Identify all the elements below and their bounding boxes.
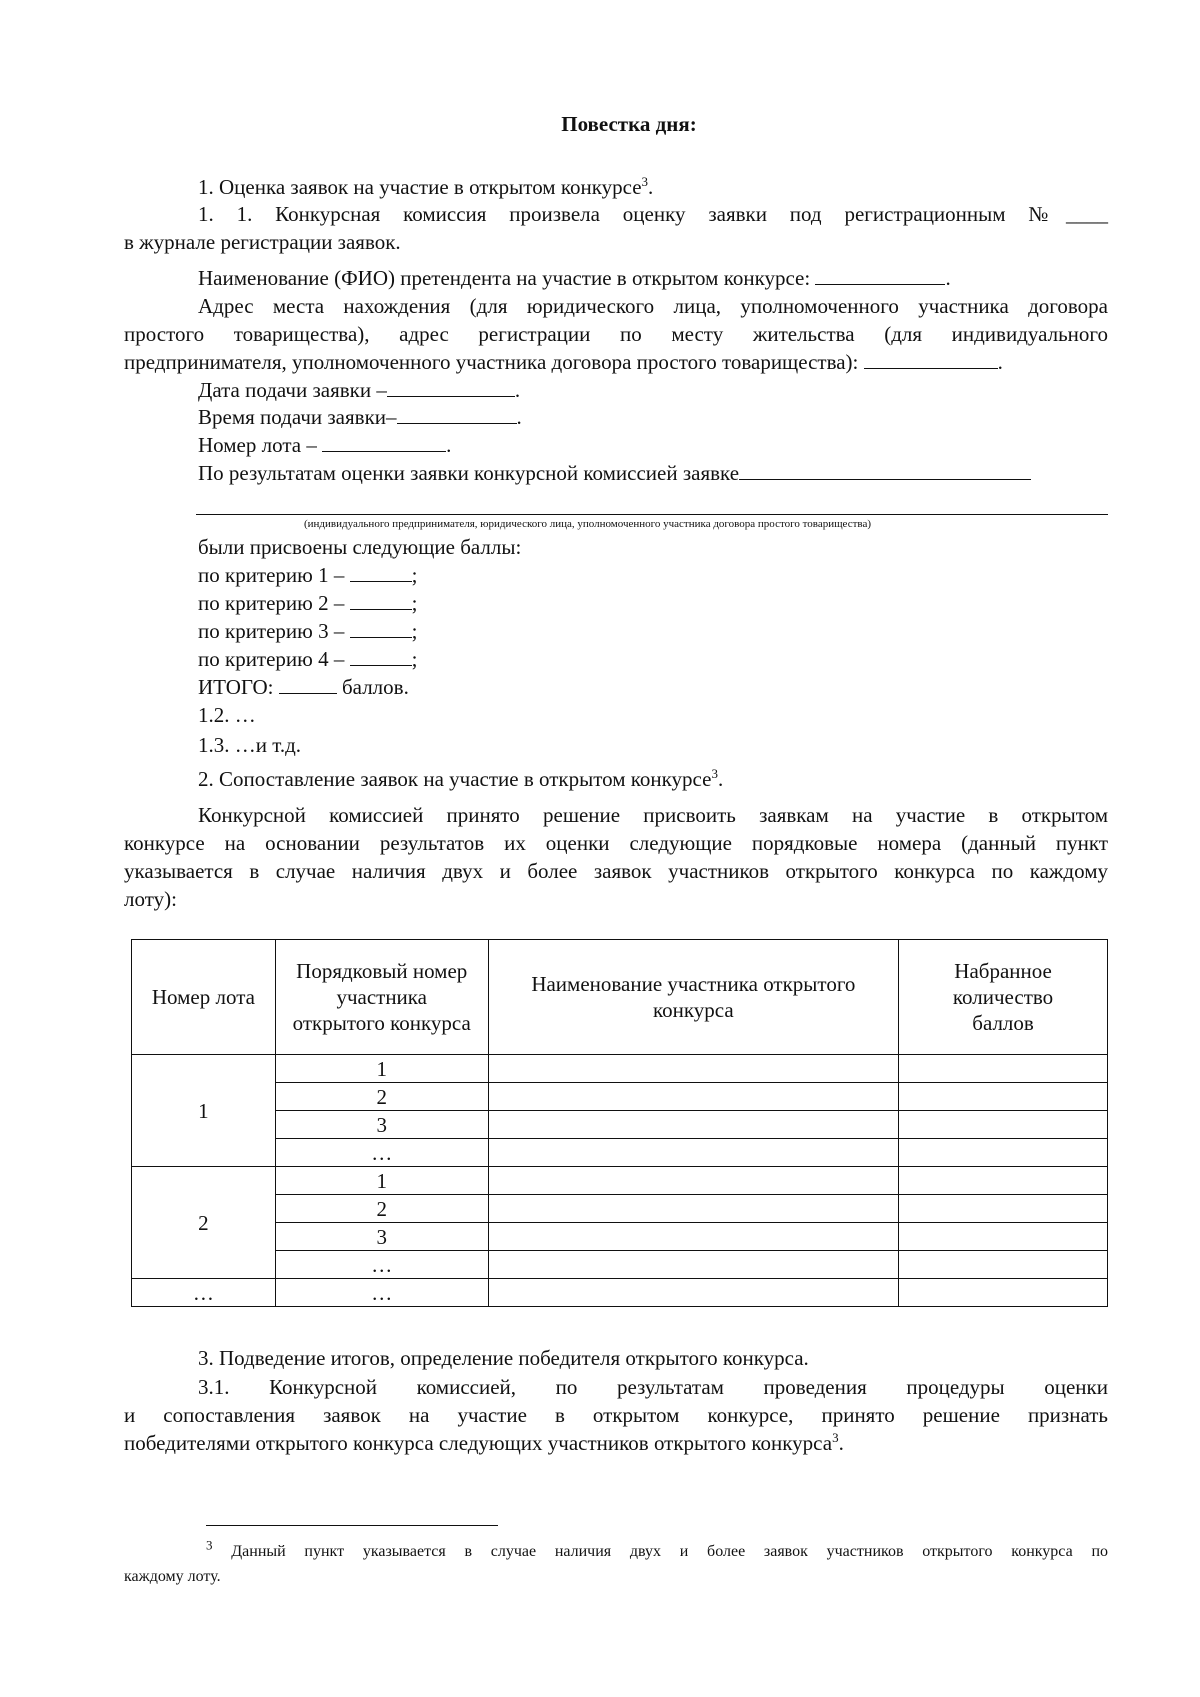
- address-blank: [864, 350, 998, 369]
- section-2-heading: 2. Сопоставление заявок на участие в открытом конкурсе$^3$.: [198, 766, 724, 791]
- header-score: Набранное количество баллов: [899, 940, 1108, 1055]
- section-2-para-line-4: лоту):: [124, 887, 177, 911]
- score-cell: [899, 1083, 1108, 1111]
- result-line: По результатам оценки заявки конкурсной комиссией заявке: [198, 460, 1031, 486]
- page-title: Повестка дня:: [561, 112, 697, 136]
- rank-cell: 2: [275, 1195, 488, 1223]
- score-cell: [899, 1111, 1108, 1139]
- rank-cell: …: [275, 1251, 488, 1279]
- footnote-ref: 3: [641, 174, 649, 189]
- lot-cell: 2: [132, 1167, 276, 1279]
- section-2-para-line-1: Конкурсной комиссией принято решение присвоить заявкам на участие в открытом: [198, 803, 1108, 827]
- footnote-line-1: $^3$ Данный пункт указывается в случае наличия двух и более заявок участников открытого конкурса по: [206, 1537, 1109, 1560]
- section-1-heading: 1. Оценка заявок на участие в открытом конкурсе$^3$.: [198, 174, 654, 199]
- table-header-row: [132, 940, 1108, 1055]
- participant-cell: [488, 1083, 898, 1111]
- rank-cell: 1: [275, 1167, 488, 1195]
- participant-cell: [488, 1167, 898, 1195]
- section-2-para-line-2: конкурсе на основании результатов их оценки следующие порядковые номера (данный пункт: [124, 831, 1108, 855]
- lot-blank: [322, 433, 446, 452]
- applicant-name-blank: [815, 266, 945, 285]
- criterion-4-blank: [350, 647, 412, 666]
- participant-cell: [488, 1223, 898, 1251]
- footnote-mark: 3: [206, 1537, 213, 1553]
- participant-cell: [488, 1251, 898, 1279]
- ranking-table: [131, 939, 1108, 1307]
- table-row: [132, 1139, 1108, 1167]
- table-row: [132, 1251, 1108, 1279]
- section-3-para-line-1: 3.1. Конкурсной комиссией, по результатам проведения процедуры оценки: [198, 1375, 1108, 1399]
- criterion-2-line: по критерию 2 – ;: [198, 591, 418, 615]
- time-line: Время подачи заявки– .: [198, 405, 522, 429]
- participant-cell: [488, 1195, 898, 1223]
- criterion-2-blank: [350, 591, 412, 610]
- table-row: [132, 1083, 1108, 1111]
- participant-caption: (индивидуального предпринимателя, юридического лица, уполномоченного участника договора простого товарищества): [304, 518, 871, 530]
- criterion-3-line: по критерию 3 – ;: [198, 619, 418, 643]
- header-lot-number: Номер лота: [132, 940, 276, 1055]
- participant-cell: [488, 1139, 898, 1167]
- paragraph-1-1: 1. 1. Конкурсная комиссия произвела оценку заявки под регистрационным №____: [198, 202, 1108, 226]
- table-row: [132, 1279, 1108, 1307]
- score-cell: [899, 1167, 1108, 1195]
- lot-line: Номер лота – .: [198, 433, 452, 457]
- section-3-heading: 3. Подведение итогов, определение победителя открытого конкурса.: [198, 1346, 809, 1370]
- section-3-para-line-2: и сопоставления заявок на участие в открытом конкурсе, принято решение признать: [124, 1403, 1108, 1427]
- date-blank: [387, 378, 515, 397]
- footnote-line-2: каждому лоту.: [124, 1568, 221, 1585]
- rank-cell: …: [275, 1139, 488, 1167]
- result-blank: [739, 461, 1031, 480]
- rank-cell: 2: [275, 1083, 488, 1111]
- criterion-1-blank: [350, 563, 412, 582]
- criterion-1-line: по критерию 1 – ;: [198, 563, 418, 587]
- rank-cell: 3: [275, 1223, 488, 1251]
- section-3-para-line-3: победителями открытого конкурса следующих участников открытого конкурса$^3$.: [124, 1430, 844, 1455]
- score-cell: [899, 1279, 1108, 1307]
- score-cell: [899, 1055, 1108, 1083]
- table-row: [132, 1195, 1108, 1223]
- table-row: [132, 1055, 1108, 1083]
- applicant-name-line: Наименование (ФИО) претендента на участие в открытом конкурсе: .: [198, 266, 951, 290]
- participant-cell: [488, 1279, 898, 1307]
- criterion-4-line: по критерию 4 – ;: [198, 647, 418, 671]
- table-row: [132, 1223, 1108, 1251]
- header-participant-name: Наименование участника открытого конкурса: [488, 940, 898, 1055]
- footnote-separator: [206, 1525, 498, 1526]
- rank-cell: …: [275, 1279, 488, 1307]
- total-blank: [279, 675, 337, 694]
- score-cell: [899, 1223, 1108, 1251]
- address-line-3: предпринимателя, уполномоченного участника договора простого товарищества): .: [124, 350, 1003, 374]
- participant-cell: [488, 1111, 898, 1139]
- date-line: Дата подачи заявки – .: [198, 378, 521, 402]
- paragraph-1-3: 1.3. …и т.д.: [198, 733, 302, 757]
- paragraph-1-1-cont: в журнале регистрации заявок.: [124, 230, 401, 254]
- score-cell: [899, 1195, 1108, 1223]
- score-cell: [899, 1251, 1108, 1279]
- participant-cell: [488, 1055, 898, 1083]
- section-2-para-line-3: указывается в случае наличия двух и более заявок участников открытого конкурса по каждому: [124, 859, 1108, 883]
- lot-cell: …: [132, 1279, 276, 1307]
- rank-cell: 1: [275, 1055, 488, 1083]
- header-rank: Порядковый номер участника открытого конкурса: [275, 940, 488, 1055]
- lot-cell: 1: [132, 1055, 276, 1167]
- table-row: [132, 1167, 1108, 1195]
- footnote-ref: 3: [711, 766, 718, 781]
- address-line-2: простого товарищества), адрес регистрации по месту жительства (для индивидуального: [124, 322, 1108, 346]
- criterion-3-blank: [350, 619, 412, 638]
- scores-label: были присвоены следующие баллы:: [198, 535, 522, 559]
- footnote-ref: 3: [832, 1430, 839, 1445]
- participant-rule: [196, 514, 1108, 515]
- rank-cell: 3: [275, 1111, 488, 1139]
- total-line: ИТОГО: баллов.: [198, 675, 409, 699]
- time-blank: [397, 405, 517, 424]
- paragraph-1-2: 1.2. …: [198, 703, 256, 727]
- score-cell: [899, 1139, 1108, 1167]
- address-line-1: Адрес места нахождения (для юридического лица, уполномоченного участника договора: [198, 294, 1108, 318]
- table-row: [132, 1111, 1108, 1139]
